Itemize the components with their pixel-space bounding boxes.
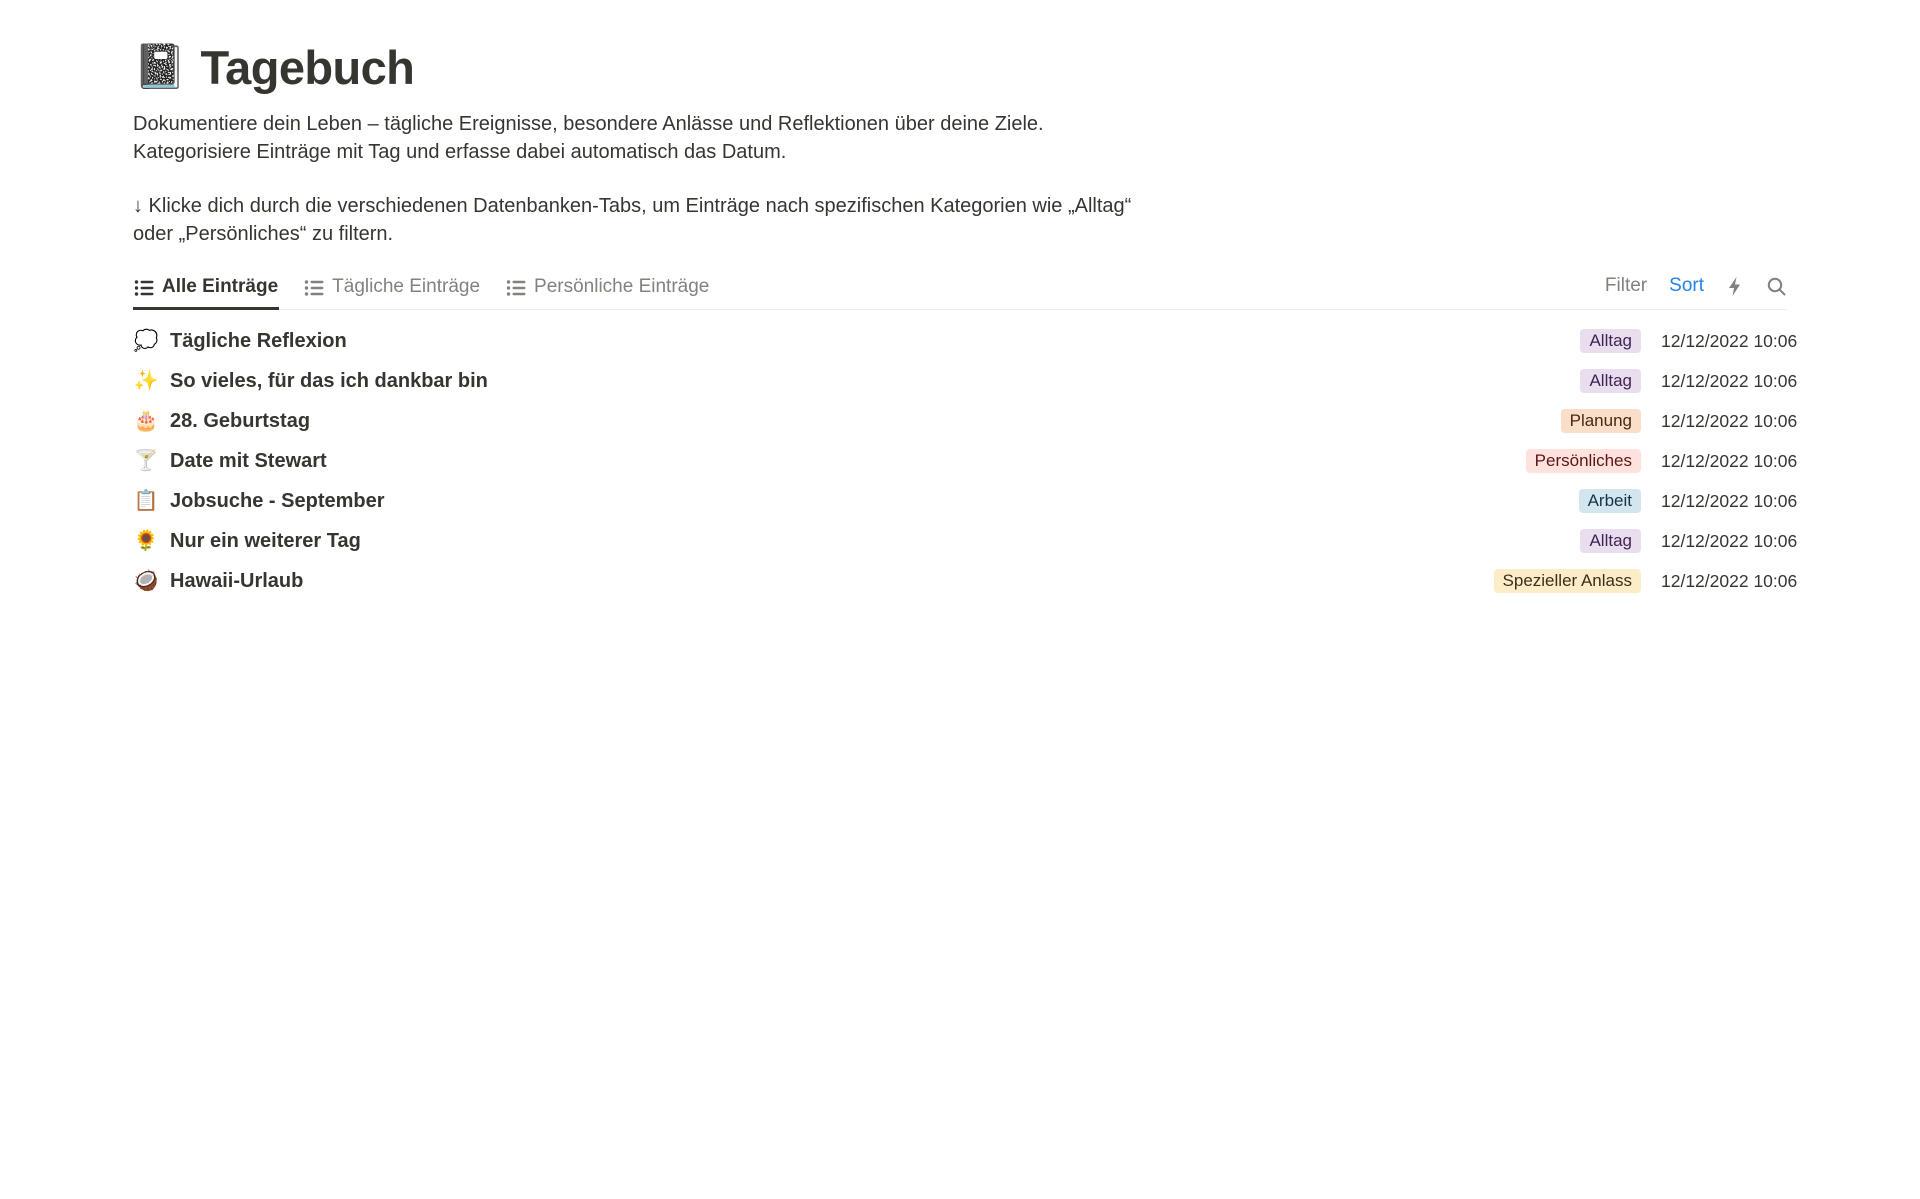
entry-title[interactable]: Date mit Stewart <box>170 449 327 472</box>
notebook-emoji-icon[interactable]: 📓 <box>133 43 187 91</box>
entry-title[interactable]: 28. Geburtstag <box>170 409 311 432</box>
list-item[interactable] <box>133 441 1798 481</box>
tab-label: Alle Einträge <box>162 276 279 297</box>
list-view-icon <box>304 277 324 298</box>
tag-badge[interactable]: Planung <box>1561 409 1641 433</box>
page-description[interactable] <box>133 110 1787 166</box>
page-title[interactable]: Tagebuch <box>200 41 415 94</box>
entries-list <box>133 310 1798 601</box>
entry-date: 12/12/2022 10:06 <box>1661 410 1798 431</box>
thought-balloon-emoji-icon: 💭 <box>133 330 159 352</box>
hint-line: ↓ Klicke dich durch die verschiedenen Datenbanken-Tabs, um Einträge nach spezifischen Kategorien wie „Alltag“ <box>133 195 1132 217</box>
page-hint[interactable] <box>133 192 1787 248</box>
list-item[interactable] <box>133 521 1798 561</box>
entry-date: 12/12/2022 10:06 <box>1661 370 1798 391</box>
entry-title[interactable]: Tägliche Reflexion <box>170 329 347 352</box>
sort-button[interactable]: Sort <box>1669 275 1704 296</box>
tab-alle-eintraege[interactable] <box>133 270 279 310</box>
list-item[interactable] <box>133 481 1798 521</box>
list-item[interactable] <box>133 321 1798 361</box>
tag-badge[interactable]: Spezieller Anlass <box>1494 569 1641 593</box>
description-line: Dokumentiere dein Leben – tägliche Ereignisse, besondere Anlässe und Reflektionen über deine Ziele. <box>133 113 1044 135</box>
coconut-emoji-icon: 🥥 <box>133 570 159 592</box>
entry-title[interactable]: Hawaii-Urlaub <box>170 569 304 592</box>
birthday-cake-emoji-icon: 🎂 <box>133 410 159 432</box>
cocktail-glass-emoji-icon: 🍸 <box>133 450 159 472</box>
tag-badge[interactable]: Alltag <box>1580 329 1641 353</box>
entry-date: 12/12/2022 10:06 <box>1661 450 1798 471</box>
page-header <box>133 0 1787 248</box>
lightning-icon[interactable] <box>1726 276 1744 297</box>
tag-badge[interactable]: Persönliches <box>1526 449 1641 473</box>
sunflower-emoji-icon: 🌻 <box>133 530 159 552</box>
list-view-icon <box>134 277 154 298</box>
tab-label: Persönliche Einträge <box>534 276 710 297</box>
hint-line: oder „Persönliches“ zu filtern. <box>133 223 394 245</box>
tab-taegliche-eintraege[interactable] <box>303 270 481 310</box>
sparkles-emoji-icon: ✨ <box>133 370 159 392</box>
entry-title[interactable]: Nur ein weiterer Tag <box>170 529 361 552</box>
tag-badge[interactable]: Alltag <box>1580 369 1641 393</box>
entry-title[interactable]: So vieles, für das ich dankbar bin <box>170 369 488 392</box>
entry-date: 12/12/2022 10:06 <box>1661 570 1798 591</box>
list-view-icon <box>506 277 526 298</box>
filter-button[interactable]: Filter <box>1604 275 1648 296</box>
view-controls <box>1605 275 1787 309</box>
tab-persoenliche-eintraege[interactable] <box>505 270 710 310</box>
entry-date: 12/12/2022 10:06 <box>1661 530 1798 551</box>
tag-badge[interactable]: Arbeit <box>1579 489 1641 513</box>
list-item[interactable] <box>133 561 1798 601</box>
search-icon[interactable] <box>1766 276 1787 297</box>
list-item[interactable] <box>133 401 1798 441</box>
tag-badge[interactable]: Alltag <box>1580 529 1641 553</box>
description-line: Kategorisiere Einträge mit Tag und erfasse dabei automatisch das Datum. <box>133 141 787 163</box>
entry-date: 12/12/2022 10:06 <box>1661 330 1798 351</box>
tab-label: Tägliche Einträge <box>332 276 481 297</box>
clipboard-emoji-icon: 📋 <box>133 490 159 512</box>
entry-date: 12/12/2022 10:06 <box>1661 490 1798 511</box>
database-tab-bar <box>133 270 1787 310</box>
list-item[interactable] <box>133 361 1798 401</box>
entry-title[interactable]: Jobsuche - September <box>170 489 385 512</box>
